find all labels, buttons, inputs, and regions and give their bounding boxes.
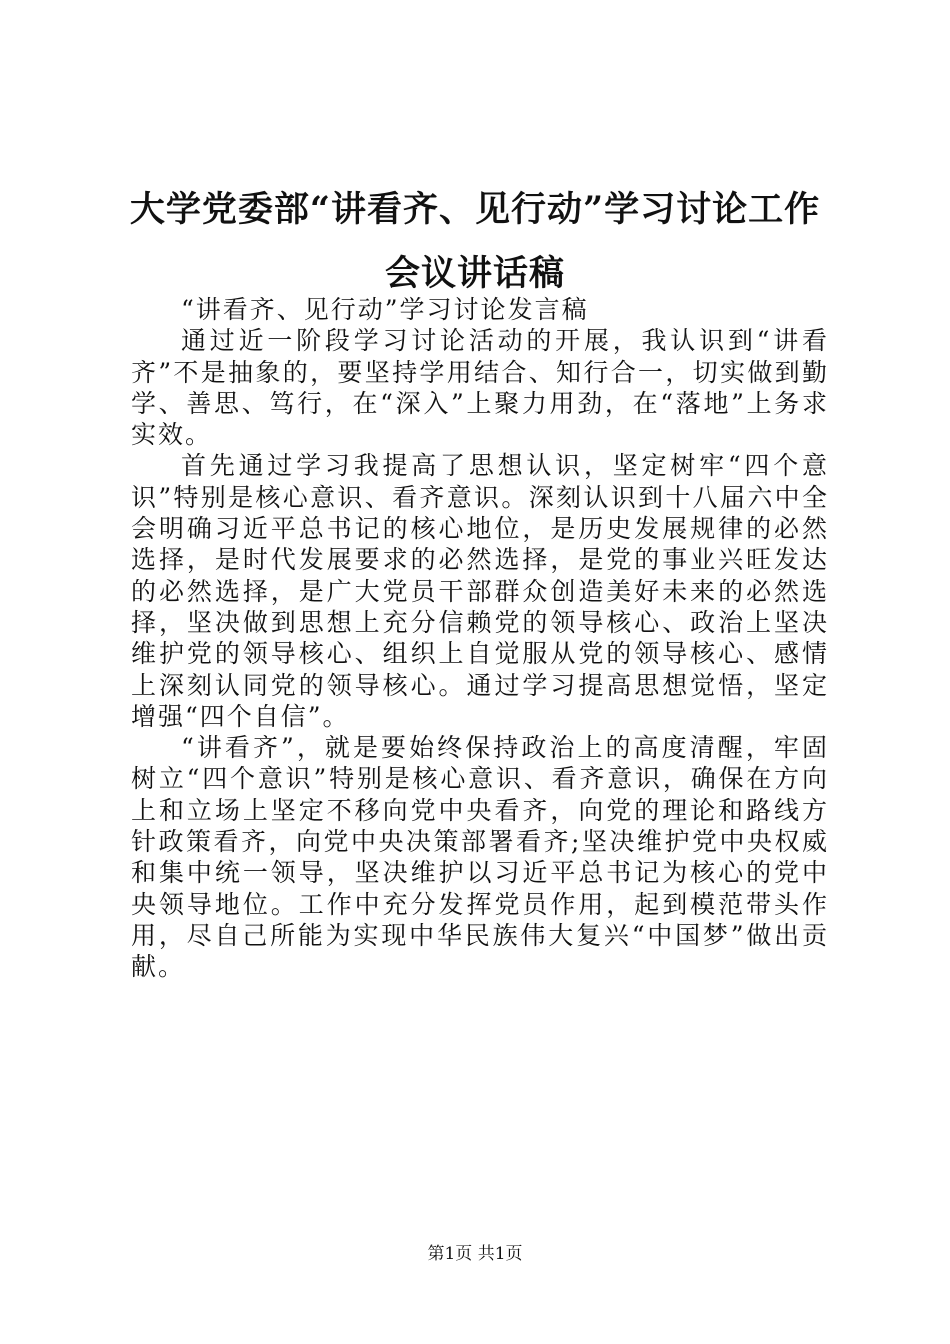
title-line-2: 会议讲话稿 <box>384 253 565 294</box>
page-footer: 第1页 共1页 <box>427 1244 523 1264</box>
paragraph-subtitle: “讲看齐、见行动”学习讨论发言稿 <box>181 295 589 324</box>
paragraph: 首先通过学习我提高了思想认识，坚定树牢“四个意识”特别是核心意识、看齐意识。深刻认识到十八届六中全会明确习近平总书记的核心地位，是历史发展规律的必然选择，是时代发展要求的必然选择，是党的事业兴旺发达的必然选择，是广大党员干部群众创造美好未来的必然选择，坚决做到思想上充分信赖党的领导核心、政治上坚决维护党的领导核心、组织上自觉服从党的领导核心、感情上深刻认同党的领导核心。通过学习提高思想觉悟，坚定增强“四个自信”。 <box>131 451 829 731</box>
paragraph: 通过近一阶段学习讨论活动的开展，我认识到“讲看齐”不是抽象的，要坚持学用结合、知行合一，切实做到勤学、善思、笃行，在“深入”上聚力用劲，在“落地”上务求实效。 <box>131 326 829 450</box>
title-line-1: 大学党委部“讲看齐、见行动”学习讨论工作 <box>129 189 821 230</box>
document-title <box>100 178 850 306</box>
paragraph: “讲看齐”，就是要始终保持政治上的高度清醒，牢固树立“四个意识”特别是核心意识、看齐意识，确保在方向上和立场上坚定不移向党中央看齐，向党的理论和路线方针政策看齐，向党中央决策部署看齐;坚决维护党中央权威和集中统一领导，坚决维护以习近平总书记为核心的党中央领导地位。工作中充分发挥党员作用，起到模范带头作用，尽自己所能为实现中华民族伟大复兴“中国梦”做出贡献。 <box>131 733 829 982</box>
document-body <box>131 294 829 983</box>
